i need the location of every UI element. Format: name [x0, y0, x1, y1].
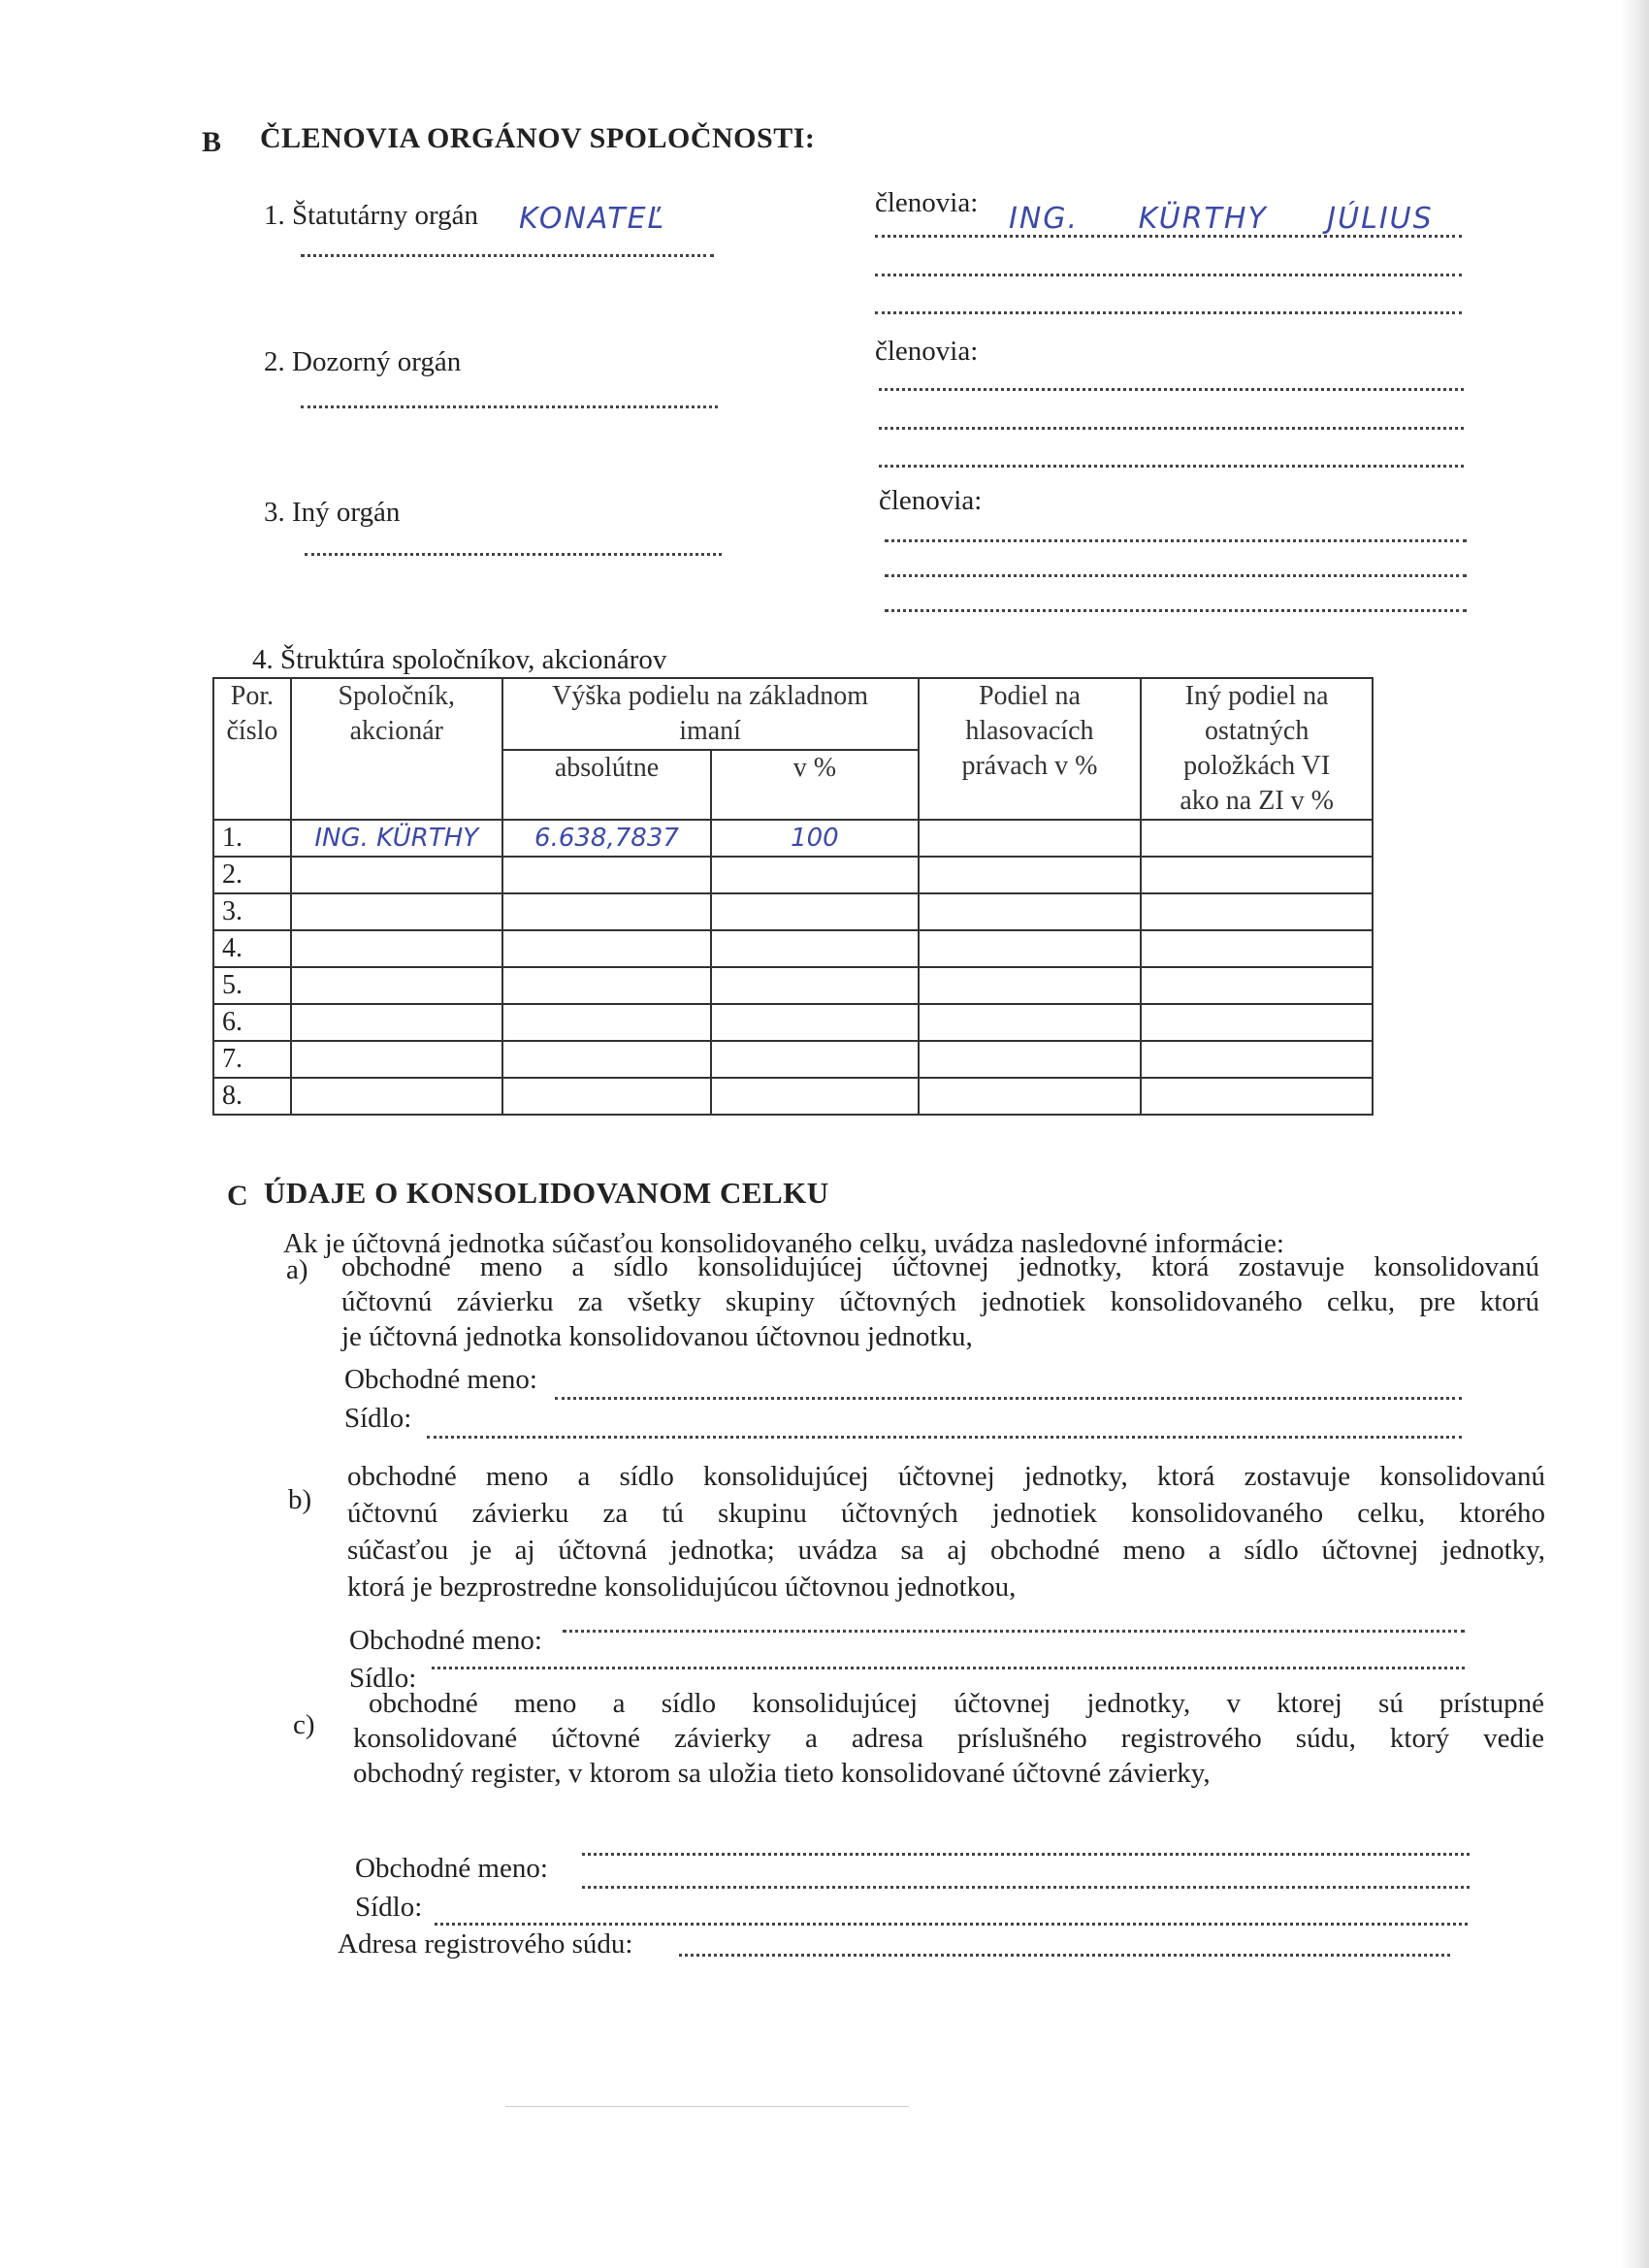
item-c-court-label: Adresa registrového súdu: [338, 1928, 633, 1960]
cell-other [1141, 967, 1373, 1004]
item-b-name-line [563, 1630, 1465, 1633]
cell-absolute [502, 930, 712, 967]
cell-absolute [502, 967, 712, 1004]
structure-title: 4. Štruktúra spoločníkov, akcionárov [252, 644, 667, 675]
cell-absolute [502, 1041, 712, 1078]
cell-percent: 100 [711, 820, 918, 857]
item-b-seat-line [432, 1667, 1465, 1669]
cell-other [1141, 893, 1373, 930]
item-b-line-4: ktorá je bezprostredne konsolidujúcou účtovnou jednotkou, [347, 1571, 1017, 1603]
item-a-seat-label: Sídlo: [344, 1403, 412, 1434]
organ-1-dotted-line [301, 254, 714, 257]
cell-absolute [502, 857, 712, 893]
cell-voting [919, 857, 1142, 893]
table-row [213, 820, 1373, 857]
cell-absolute [502, 893, 712, 930]
organ-1-member-1: ING. KÜRTHY JÚLIUS [1009, 202, 1434, 236]
item-a-line-1: obchodné meno a sídlo konsolidujúcej účtovnej jednotky, ktorá zostavuje konsolidovanú [341, 1251, 1539, 1282]
item-c-line-1: obchodné meno a sídlo konsolidujúcej účtovnej jednotky, v ktorej sú prístupné [369, 1688, 1544, 1719]
cell-other [1141, 820, 1373, 857]
cell-partner [291, 857, 502, 893]
cell-percent [711, 1078, 918, 1115]
section-c-letter: C [227, 1180, 249, 1212]
cell-voting [919, 1078, 1142, 1115]
cell-voting [919, 930, 1142, 967]
cell-num: 8. [213, 1078, 291, 1115]
item-a-name-label: Obchodné meno: [344, 1364, 537, 1395]
cell-num: 4. [213, 930, 291, 967]
cell-other [1141, 1004, 1373, 1041]
section-b-title: ČLENOVIA ORGÁNOV SPOLOČNOSTI: [260, 122, 816, 154]
item-a-marker: a) [286, 1254, 308, 1285]
organ-2-dotted-line [301, 405, 718, 408]
page-edge-shadow [1620, 0, 1649, 2268]
item-c-seat-line [435, 1923, 1468, 1926]
cell-num: 1. [213, 820, 291, 857]
cell-percent [711, 930, 918, 967]
cell-voting [919, 1004, 1142, 1041]
organ-1-member-line [875, 235, 1462, 238]
item-c-name-line [582, 1886, 1470, 1889]
item-b-line-3: súčasťou je aj účtovná jednotka; uvádza sa aj obchodné meno a sídlo účtovnej jednotky, [347, 1535, 1545, 1566]
item-b-line-1: obchodné meno a sídlo konsolidujúcej účtovnej jednotky, ktorá zostavuje konsolidovanú [347, 1461, 1545, 1492]
cell-partner: ING. KÜRTHY [291, 820, 502, 857]
section-c-title: ÚDAJE O KONSOLIDOVANOM CELKU [264, 1176, 829, 1210]
cell-voting [919, 967, 1142, 1004]
cell-absolute [502, 1078, 712, 1115]
item-c-line-2: konsolidované účtovné závierky a adresa príslušného registrového súdu, ktorý vedie [353, 1723, 1544, 1754]
organ-1-handwritten-value: KONATEĽ [519, 202, 666, 236]
cell-percent [711, 1041, 918, 1078]
cell-percent [711, 1004, 918, 1041]
header-percent: v % [711, 750, 918, 820]
cell-voting [919, 893, 1142, 930]
footer-faint-line [505, 2106, 909, 2107]
item-a-seat-line [427, 1436, 1462, 1439]
organ-2-member-line [879, 427, 1464, 430]
cell-other [1141, 930, 1373, 967]
cell-other [1141, 1041, 1373, 1078]
header-voting: Podiel na hlasovacích právach v % [919, 678, 1142, 820]
cell-voting [919, 820, 1142, 857]
organ-3-member-line [885, 574, 1467, 577]
cell-num: 3. [213, 893, 291, 930]
header-absolute: absolútne [502, 750, 712, 820]
organ-3-members-label: členovia: [879, 485, 983, 516]
shareholders-table [212, 677, 1374, 1116]
cell-partner [291, 930, 502, 967]
section-c-intro: Ak je účtovná jednotka súčasťou konsolidovaného celku, uvádza nasledovné informácie: [283, 1228, 1284, 1259]
table-row [213, 967, 1373, 1004]
organ-2-label: 2. Dozorný orgán [264, 346, 462, 377]
cell-num: 2. [213, 857, 291, 893]
item-c-extra-line [582, 1853, 1470, 1856]
organ-3-member-line [885, 539, 1467, 542]
cell-num: 6. [213, 1004, 291, 1041]
section-b-letter: B [202, 126, 222, 158]
cell-other [1141, 1078, 1373, 1115]
item-c-court-line [679, 1954, 1450, 1957]
header-share: Výška podielu na základnom imaní [502, 678, 919, 750]
header-partner: Spoločník, akcionár [291, 678, 502, 820]
item-b-seat-label: Sídlo: [349, 1663, 417, 1694]
organ-3-member-line [885, 609, 1467, 612]
item-a-name-line [555, 1397, 1462, 1400]
item-c-marker: c) [293, 1709, 315, 1740]
cell-other [1141, 857, 1373, 893]
organ-1-members-label: členovia: [875, 187, 979, 218]
header-por: Por. číslo [213, 678, 291, 820]
cell-num: 7. [213, 1041, 291, 1078]
cell-percent [711, 893, 918, 930]
organ-2-member-line [879, 388, 1464, 391]
cell-partner [291, 1078, 502, 1115]
cell-partner [291, 1004, 502, 1041]
item-c-seat-label: Sídlo: [355, 1892, 423, 1923]
cell-partner [291, 893, 502, 930]
cell-percent [711, 857, 918, 893]
item-a-line-3: je účtovná jednotka konsolidovanou účtovnou jednotku, [341, 1321, 973, 1352]
cell-percent [711, 967, 918, 1004]
item-c-name-label: Obchodné meno: [355, 1853, 548, 1884]
item-b-line-2: účtovnú závierku za tú skupinu účtovných jednotiek konsolidovaného celku, ktorého [347, 1498, 1545, 1529]
organ-1-member-line [875, 311, 1462, 314]
item-a-line-2: účtovnú závierku za všetky skupiny účtovných jednotiek konsolidovaného celku, pre ktorú [341, 1286, 1539, 1317]
organ-3-dotted-line [305, 553, 722, 556]
cell-num: 5. [213, 967, 291, 1004]
cell-partner [291, 1041, 502, 1078]
table-row [213, 930, 1373, 967]
cell-partner [291, 967, 502, 1004]
organ-1-label: 1. Štatutárny orgán [264, 200, 478, 231]
table-row [213, 1004, 1373, 1041]
organ-2-members-label: členovia: [875, 336, 979, 367]
header-other: Iný podiel na ostatných položkách VI ako na ZI v % [1141, 678, 1373, 820]
item-b-marker: b) [288, 1484, 312, 1515]
table-row [213, 1041, 1373, 1078]
organ-2-member-line [879, 465, 1464, 468]
table-row [213, 1078, 1373, 1115]
item-b-name-label: Obchodné meno: [349, 1625, 542, 1656]
organ-1-member-line [875, 274, 1462, 276]
table-row [213, 857, 1373, 893]
cell-absolute [502, 1004, 712, 1041]
organ-3-label: 3. Iný orgán [264, 497, 401, 528]
cell-voting [919, 1041, 1142, 1078]
table-row [213, 893, 1373, 930]
item-c-line-3: obchodný register, v ktorom sa uložia tieto konsolidované účtovné závierky, [353, 1758, 1211, 1789]
cell-absolute: 6.638,7837 [502, 820, 712, 857]
